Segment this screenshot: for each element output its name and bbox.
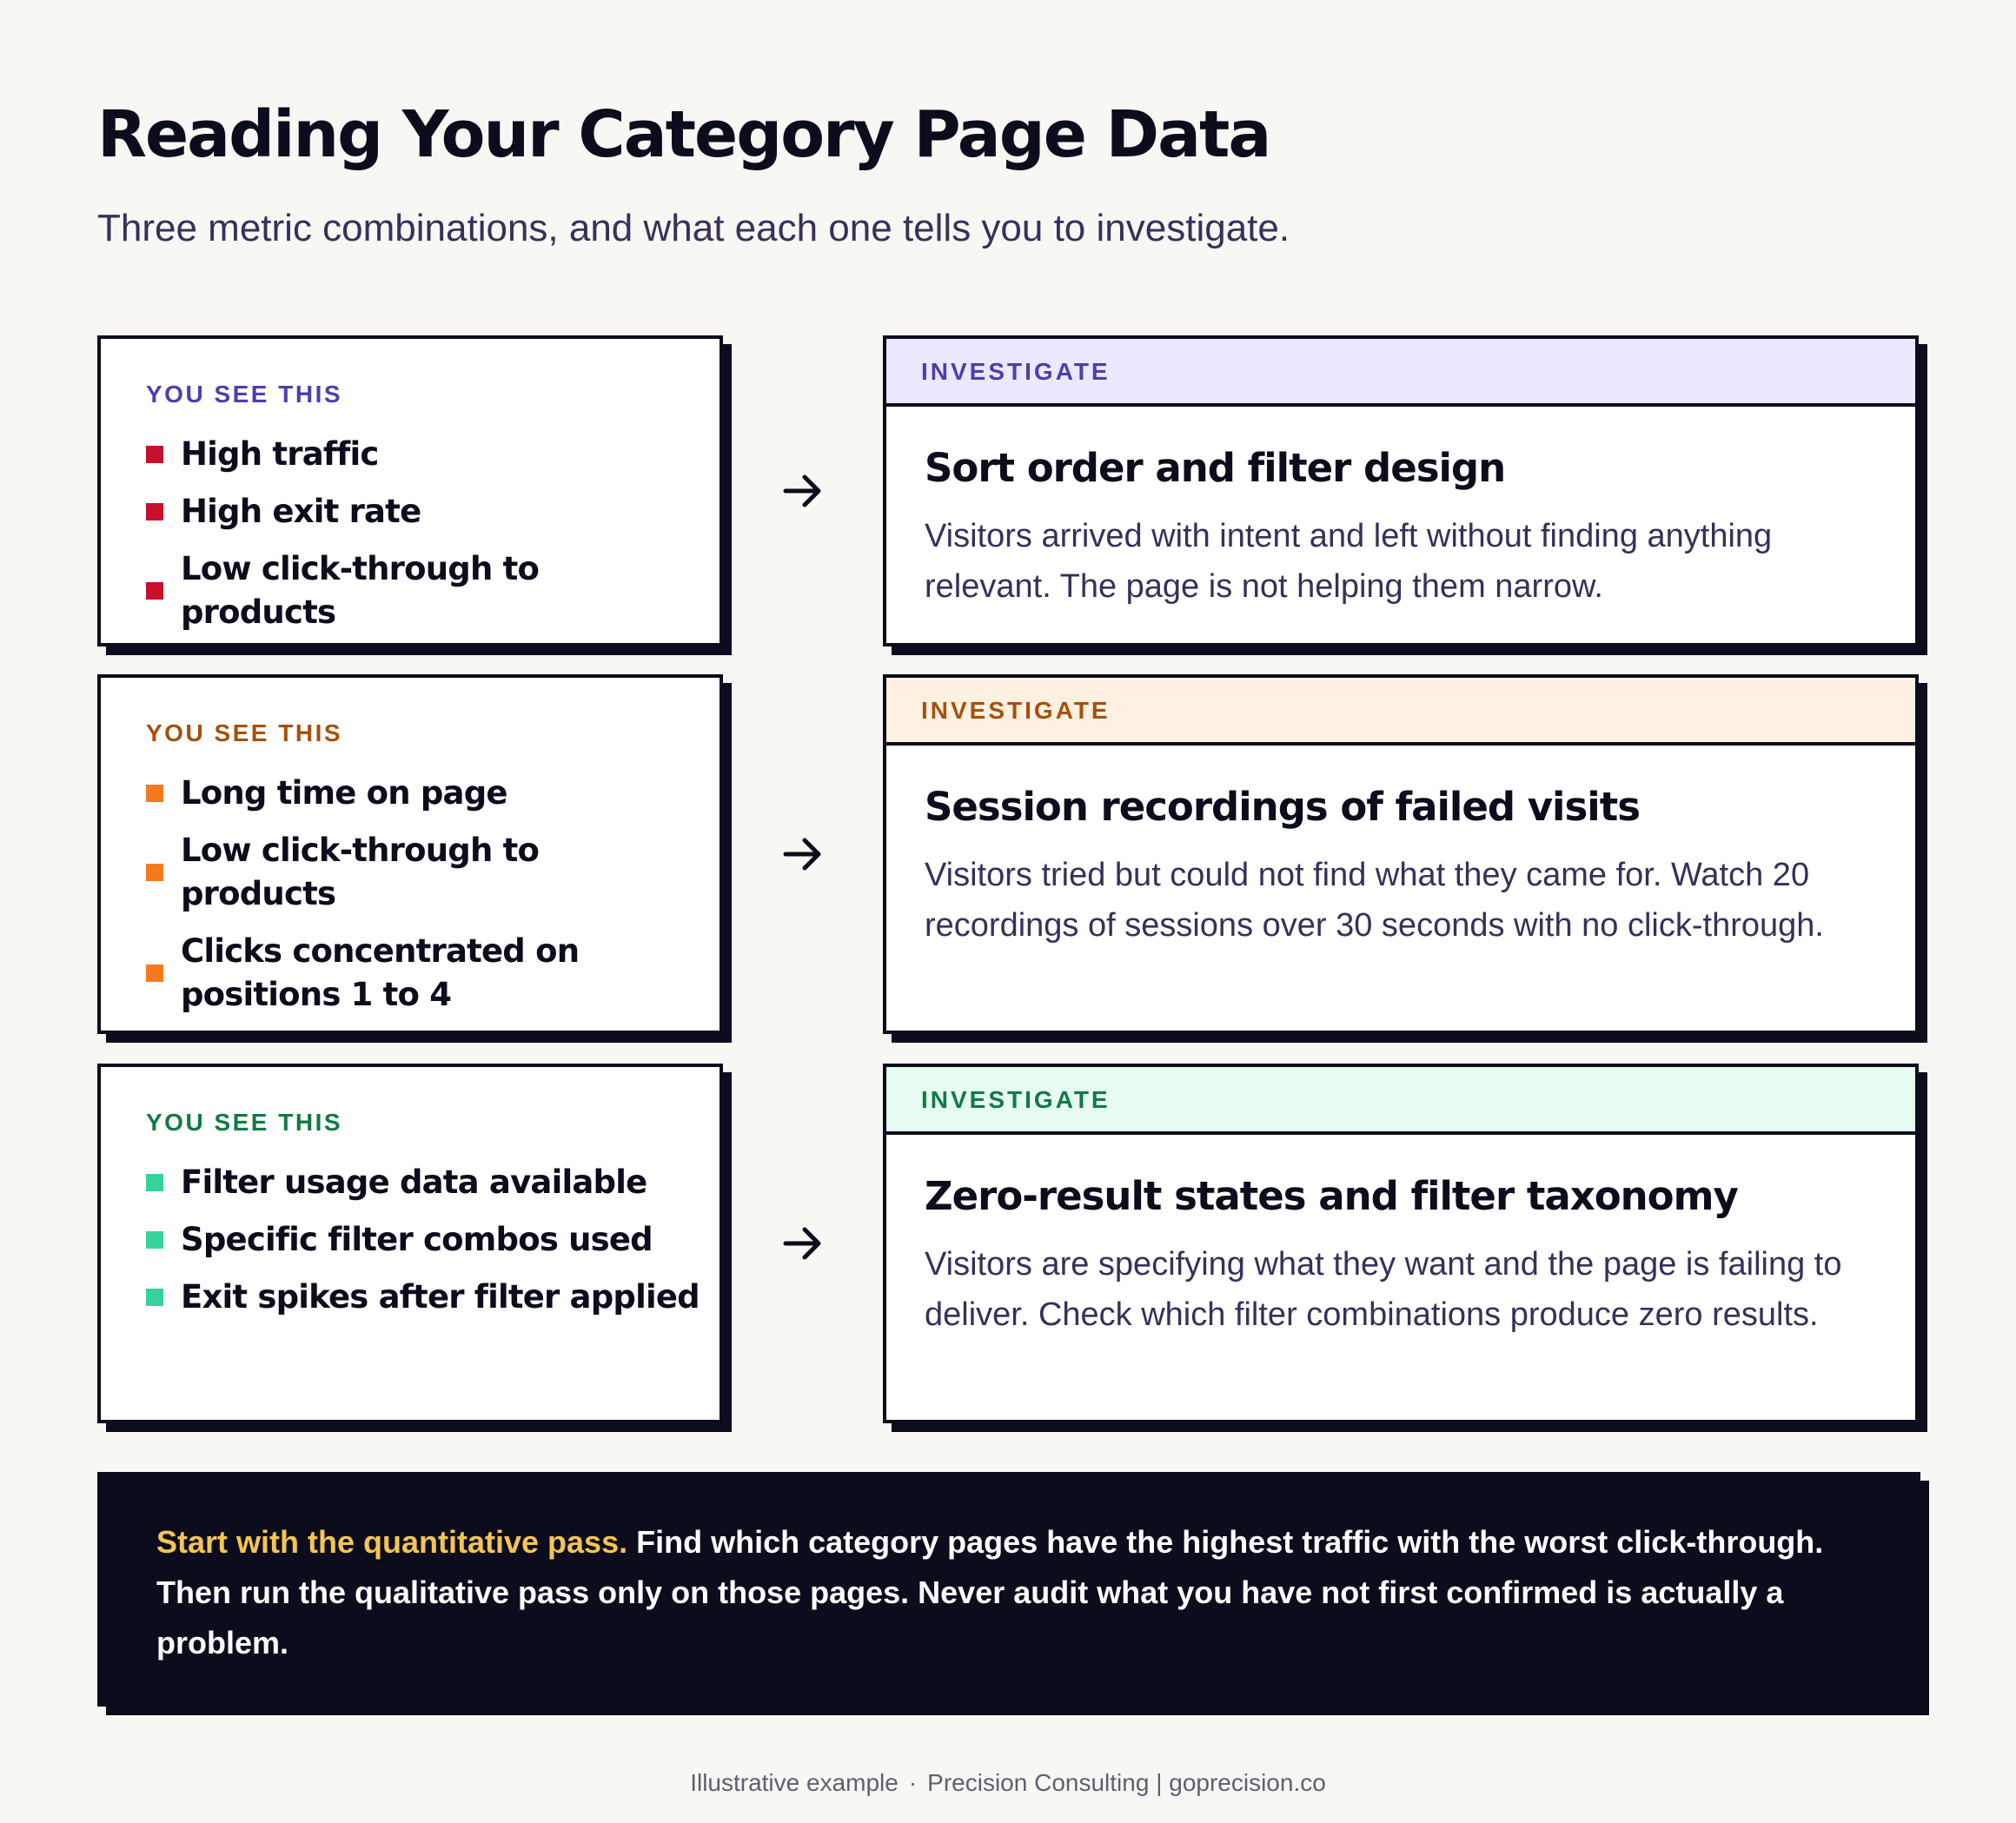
summary-callout (97, 1472, 1920, 1707)
investigate-title: Sort order and filter design (925, 445, 1506, 491)
see-label: YOU SEE THIS (146, 1109, 343, 1136)
investigate-card-1 (883, 335, 1919, 646)
square-bullet-icon (146, 446, 163, 463)
investigate-label: INVESTIGATE (921, 1086, 1111, 1113)
investigate-header (886, 1067, 1915, 1135)
square-bullet-icon (146, 503, 163, 520)
metric-item: Long time on page (146, 772, 702, 815)
page-subtitle: Three metric combinations, and what each one tells you to investigate. (97, 207, 1290, 249)
page-title: Reading Your Category Page Data (97, 97, 1270, 172)
metric-item: High traffic (146, 433, 702, 476)
see-label: YOU SEE THIS (146, 381, 343, 408)
square-bullet-icon (146, 785, 163, 802)
footer (0, 1769, 2016, 1797)
investigate-title: Session recordings of failed visits (925, 784, 1640, 830)
investigate-body: Visitors are specifying what they want and the page is failing to deliver. Check which filter combinations produce zero results. (925, 1246, 1842, 1333)
square-bullet-icon (146, 864, 163, 881)
summary-body: Find which category pages have the highest traffic with the worst click-through. Then run the qualitative pass only on those pages. Never audit what you have not first confirmed is actually a problem. (156, 1524, 1824, 1661)
footer-note: Illustrative example (690, 1769, 899, 1796)
metric-item: High exit rate (146, 490, 702, 534)
investigate-label: INVESTIGATE (921, 358, 1111, 385)
signal-card-2 (97, 674, 723, 1034)
summary-text (156, 1517, 1868, 1668)
investigate-header (886, 678, 1915, 746)
footer-separator: · (908, 1769, 918, 1796)
metric-item: Clicks concentrated on positions 1 to 4 (146, 930, 702, 1017)
arrow-right-icon (779, 1219, 827, 1268)
signal-card-1 (97, 335, 723, 646)
square-bullet-icon (146, 965, 163, 982)
metric-list (146, 1161, 702, 1333)
square-bullet-icon (146, 1231, 163, 1249)
metric-item: Low click-through to products (146, 547, 702, 634)
investigate-header (886, 339, 1915, 407)
investigate-title: Zero-result states and filter taxonomy (925, 1173, 1738, 1219)
metric-list (146, 433, 702, 648)
metric-item: Filter usage data available (146, 1161, 702, 1204)
see-label: YOU SEE THIS (146, 719, 343, 746)
metric-list (146, 772, 702, 1031)
investigate-card-2 (883, 674, 1919, 1034)
footer-credit: Precision Consulting | goprecision.co (927, 1769, 1326, 1796)
investigate-label: INVESTIGATE (921, 697, 1111, 724)
square-bullet-icon (146, 582, 163, 600)
arrow-right-icon (779, 830, 827, 878)
summary-lead: Start with the quantitative pass. (156, 1524, 628, 1560)
square-bullet-icon (146, 1174, 163, 1191)
metric-item: Exit spikes after filter applied (146, 1276, 702, 1319)
investigate-body: Visitors tried but could not find what they came for. Watch 20 recordings of sessions over 30 seconds with no click-through. (925, 857, 1824, 944)
investigate-card-3 (883, 1064, 1919, 1423)
square-bullet-icon (146, 1289, 163, 1306)
metric-item: Specific filter combos used (146, 1218, 702, 1262)
metric-item: Low click-through to products (146, 829, 702, 916)
investigate-body: Visitors arrived with intent and left without finding anything relevant. The page is not helping them narrow. (925, 518, 1773, 605)
arrow-right-icon (779, 467, 827, 515)
signal-card-3 (97, 1064, 723, 1423)
